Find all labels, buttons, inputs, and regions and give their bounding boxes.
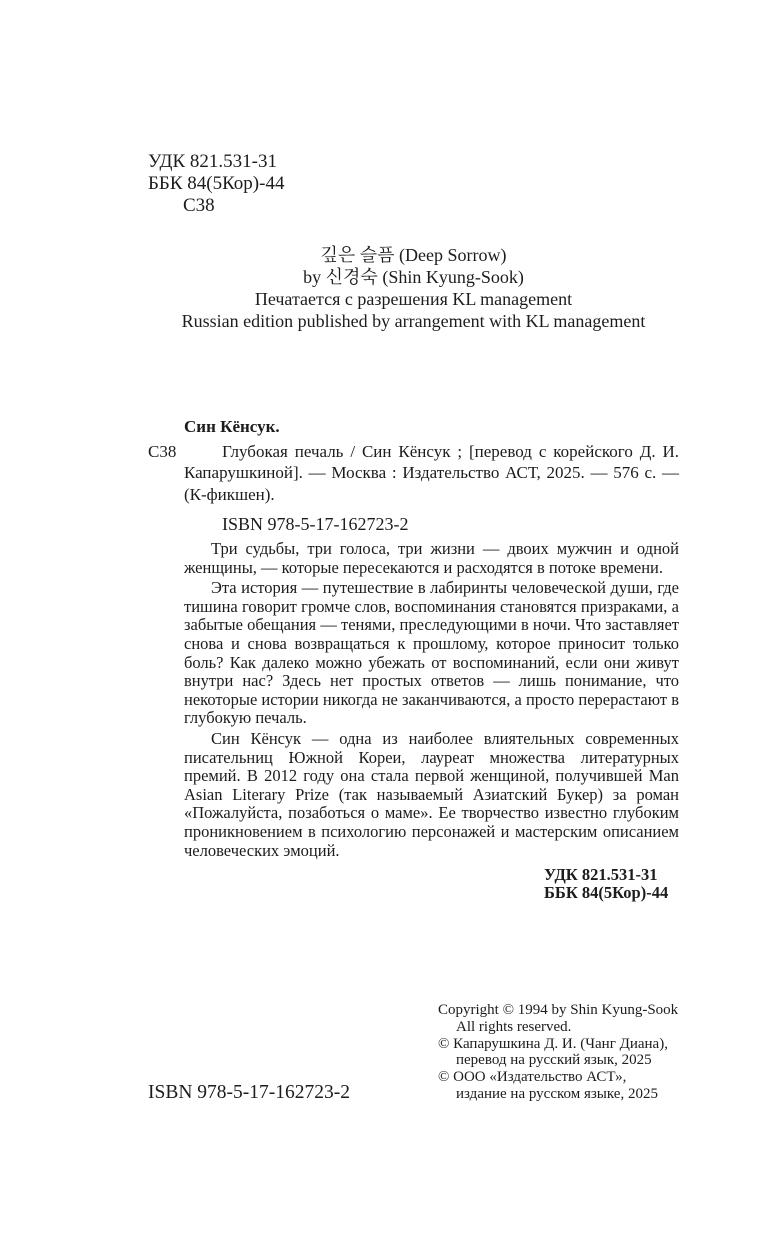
original-title: 깊은 슬픔 (Deep Sorrow) (320, 245, 507, 265)
permission-line-ru: Печатается с разрешения KL management (254, 289, 573, 309)
bibliographic-description: Глубокая печаль / Син Кёнсук ; [перевод с корейского Д. И. Капарушкиной]. — Москва : Издательство АСТ, 2025. — 576 с. — (К-фикшен). (184, 441, 679, 504)
catalog-description-row (148, 441, 679, 506)
footer-isbn: ISBN 978-5-17-162723-2 (148, 1082, 351, 1103)
bbk-code: ББК 84(5Кор)-44 (148, 173, 285, 194)
catalog-isbn: ISBN 978-5-17-162723-2 (222, 514, 409, 534)
copyright-line: © Капарушкина Д. И. (Чанг Диана), (438, 1035, 668, 1052)
bbk-code-bold: ББК 84(5Кор)-44 (544, 883, 669, 902)
copyright-line: Copyright © 1994 by Shin Kyung-Sook (438, 1002, 679, 1018)
copyright-line: All rights reserved. (456, 1018, 572, 1035)
annotation-paragraph-3: Син Кёнсук — одна из наиболее влиятельных современных писательниц Южной Кореи, лауреат множества литературных премий. В 2012 году она стала первой женщиной, получившей Man Asian Literary Prize (так называемый Азиатский Букер) за роман «Пожалуйста, позаботься о маме». Ее творчество известно глубоким проникновением в психологию персонажей и мастерским описанием человеческих эмоций. (184, 728, 679, 860)
top-classification-codes (148, 151, 284, 217)
catalog-card (148, 416, 679, 536)
catalog-author-sign: С38 (148, 441, 177, 461)
udk-code: УДК 821.531-31 (148, 151, 277, 172)
footer-classification-codes (544, 866, 668, 902)
annotation-block (184, 540, 679, 860)
permission-line-en: Russian edition published by arrangement with KL management (181, 311, 646, 331)
annotation-paragraph-2: Эта история — путешествие в лабиринты человеческой души, где тишина говорит громче слов, воспоминания становятся призраками, а забытые обещания — тенями, преследующими в ночи. Что заставляет снова и снова возвращаться к прошлому, которое приносит только боль? Как далеко можно убежать от воспоминаний, если они живут внутри нас? Здесь нет простых ответов — лишь понимание, что некоторые истории никогда не заканчиваются, а просто перерастают в глубокую печаль. (184, 578, 679, 728)
udk-code-bold: УДК 821.531-31 (544, 865, 658, 884)
author-sign: С38 (183, 195, 215, 216)
original-author: by 신경숙 (Shin Kyung-Sook) (303, 267, 524, 287)
copyright-line: издание на русском языке, 2025 (456, 1085, 658, 1102)
original-title-rights-block (148, 244, 679, 332)
annotation-paragraph-1: Три судьбы, три голоса, три жизни — двоих мужчин и одной женщины, — которые пересекаются и расходятся в потоке времени. (184, 539, 679, 577)
copyright-line: © ООО «Издательство АСТ», (438, 1069, 627, 1086)
copyright-block (438, 1002, 678, 1103)
copyright-line: перевод на русский язык, 2025 (456, 1052, 652, 1069)
catalog-author-heading: Син Кёнсук. (184, 417, 280, 436)
